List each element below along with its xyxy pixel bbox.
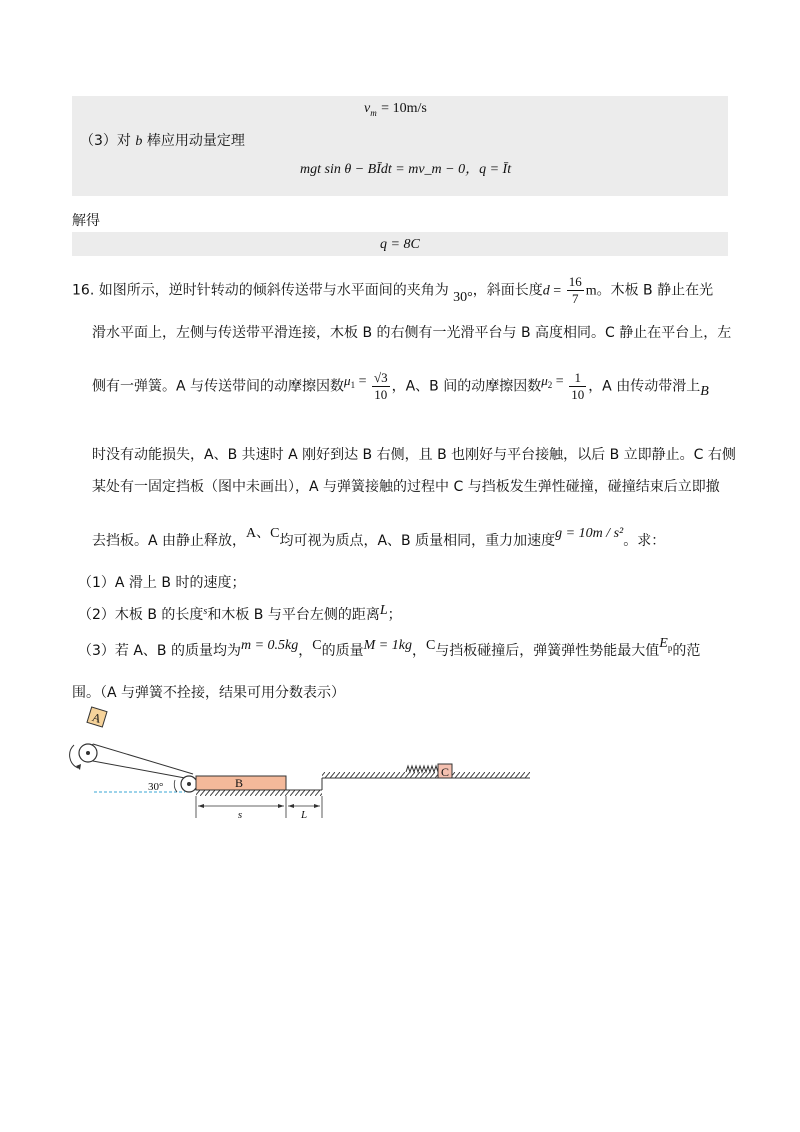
solve-label: 解得 <box>72 213 100 229</box>
problem-line-4: 时没有动能损失，A、B 共速时 A 刚好到达 B 右侧，且 B 也刚好与平台接触，以后 B 立即静止。C 右侧 <box>92 447 736 463</box>
q-result: q = 8C <box>380 237 420 252</box>
block-a <box>87 707 107 727</box>
d-fraction: $\frac{16}{7}$ <box>568 274 582 306</box>
vm-equation: $v_m = 10m/s$ <box>364 101 427 118</box>
angle-label: 30° <box>148 781 164 793</box>
part3-heading: （3）对 b 棒应用动量定理 <box>80 133 245 149</box>
physics-figure <box>0 700 800 830</box>
spring <box>406 766 438 772</box>
svg-text:L: L <box>300 809 308 821</box>
question-1: （1）A 滑上 B 时的速度； <box>78 575 246 591</box>
svg-text:s: s <box>237 809 243 821</box>
mu1-fraction: $\frac{√3}{10}$ <box>373 370 388 402</box>
question-3: （3）若 A、B 的质量均为m = 0.5kg，C的质量M = 1kg，C与挡板碰撞后，弹簧弹性势能最大值$E_p$的范 <box>78 636 701 659</box>
g-value: g = 10m / s² <box>555 526 624 541</box>
problem-number: 16. <box>72 282 95 299</box>
conveyor-belt <box>70 744 197 792</box>
problem-line-6: 去挡板。A 由静止释放，A、C均可视为质点，A、B 质量相同，重力加速度g = 10m / s²。求： <box>92 526 666 549</box>
momentum-equation <box>300 158 511 178</box>
question-3-tail: 围。（A 与弹簧不拴接，结果可用分数表示） <box>72 685 346 701</box>
svg-text:A: A <box>90 709 103 726</box>
problem-line-5: 某处有一固定挡板（图中未画出），A 与弹簧接触的过程中 C 与挡板发生弹性碰撞，碰撞结束后立即撤 <box>92 479 720 495</box>
problem-line-2: 滑水平面上，左侧与传送带平滑连接，木板 B 的右侧有一光滑平台与 B 高度相同。C 静止在平台上，左 <box>92 325 732 341</box>
problem-line-1: 16. 如图所示，逆时针转动的倾斜传送带与水平面间的夹角为 30°，斜面长度d = $\frac{16}{7}$ m。木板 B 静止在光 <box>72 274 714 306</box>
svg-text:B: B <box>234 776 244 790</box>
momentum-equation-text: mgt sin θ − BĪdt = mv_m − 0，q = Īt <box>300 162 512 177</box>
question-2: （2）木板 B 的长度$^s$和木板 B 与平台左侧的距离L； <box>78 603 402 623</box>
mu2-fraction: $\frac{1}{10}$ <box>571 370 585 402</box>
rotation-arrow-icon <box>70 745 78 768</box>
problem-line-3: 侧有一弹簧。A 与传送带间的动摩擦因数$\mu_1$ = $\frac{√3}{10}$ ，A、B 间的动摩擦因数$\mu_2$ = $\frac{1}{10}$ ，A 由传动带滑上B <box>92 370 709 402</box>
svg-text:C: C <box>440 765 450 779</box>
angle-value: 30° <box>453 289 473 305</box>
